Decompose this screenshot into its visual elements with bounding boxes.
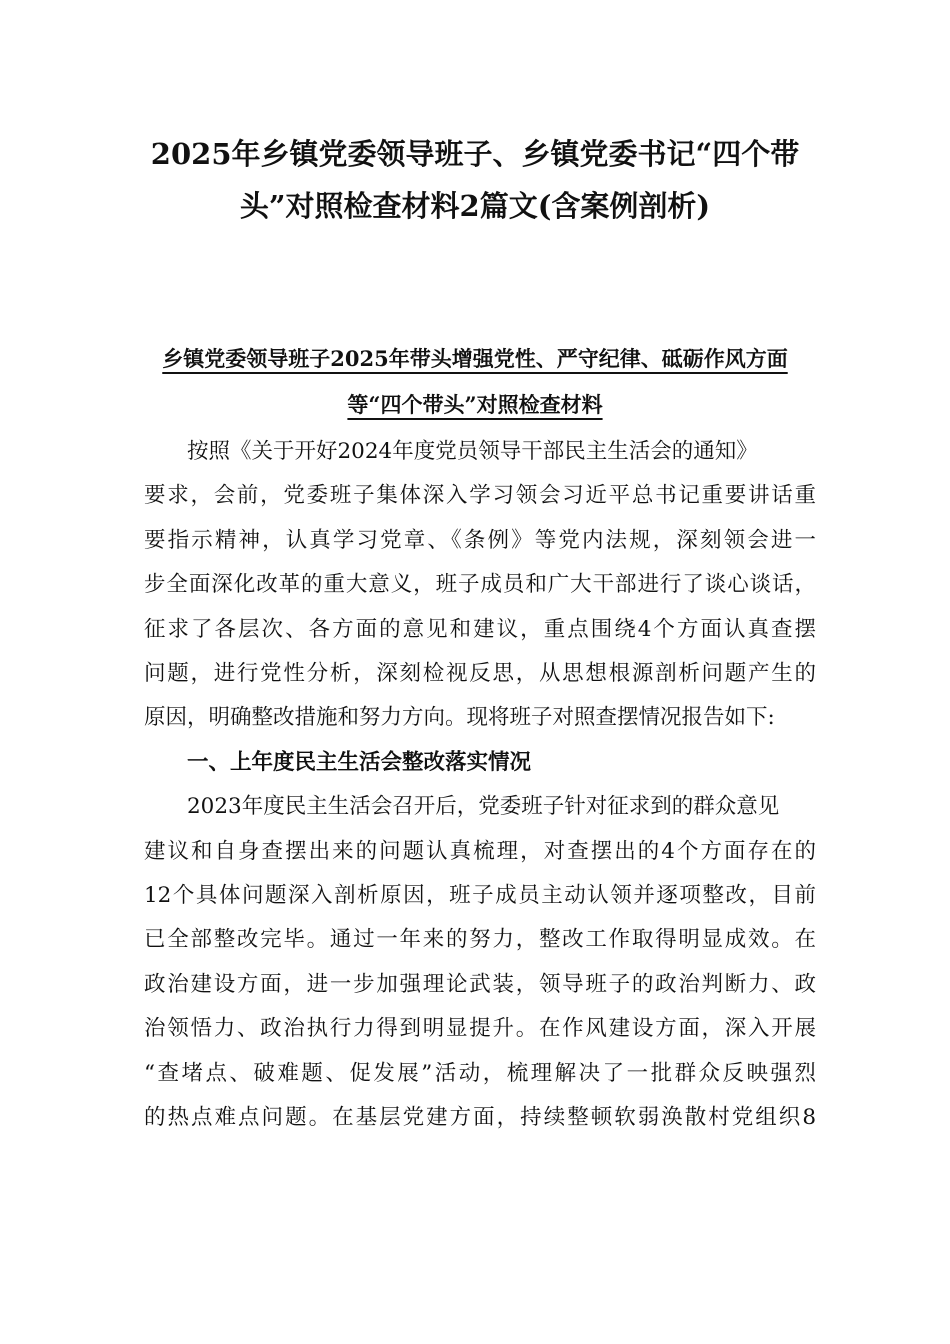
paragraph-line: 的热点难点问题。在基层党建方面，持续整顿软弱涣散村党组织8	[144, 1105, 816, 1131]
section-title-line-1: 乡镇党委领导班子2025年带头增强党性、严守纪律、砥砺作风方面	[162, 346, 788, 371]
document-title	[120, 128, 830, 232]
paragraph-line: 政治建设方面，进一步加强理论武装，领导班子的政治判断力、政	[144, 971, 816, 997]
paragraph-line: 已全部整改完毕。通过一年来的努力，整改工作取得明显成效。在	[144, 927, 816, 953]
paragraph-line: 问题，进行党性分析，深刻检视反思，从思想根源剖析问题产生的	[144, 661, 816, 687]
section-title-line-2: 等“四个带头”对照检查材料	[347, 392, 603, 417]
section-title	[100, 336, 850, 428]
document-title-line-1: 2025年乡镇党委领导班子、乡镇党委书记“四个带	[150, 137, 800, 171]
paragraph-line: 原因，明确整改措施和努力方向。现将班子对照查摆情况报告如下:	[144, 705, 775, 731]
paragraph-line: 要指示精神，认真学习党章、《条例》等党内法规，深刻领会进一	[144, 527, 816, 553]
paragraph-line: “查堵点、破难题、促发展”活动，梳理解决了一批群众反映强烈	[144, 1060, 816, 1086]
document-title-line-2: 头”对照检查材料2篇文(含案例剖析)	[239, 189, 711, 223]
paragraph-line: 步全面深化改革的重大意义，班子成员和广大干部进行了谈心谈话，	[144, 572, 816, 598]
body-text	[144, 430, 816, 1141]
paragraph-line: 治领悟力、政治执行力得到明显提升。在作风建设方面，深入开展	[144, 1016, 816, 1042]
paragraph-line: 按照《关于开好2024年度党员领导干部民主生活会的通知》	[187, 439, 758, 464]
paragraph-line: 要求，会前，党委班子集体深入学习领会习近平总书记重要讲话重	[144, 483, 816, 509]
section-heading: 一、上年度民主生活会整改落实情况	[187, 749, 532, 775]
paragraph-line: 12个具体问题深入剖析原因，班子成员主动认领并逐项整改，目前	[144, 883, 816, 909]
paragraph-line: 2023年度民主生活会召开后，党委班子针对征求到的群众意见	[187, 794, 780, 820]
paragraph-line: 建议和自身查摆出来的问题认真梳理，对查摆出的4个方面存在的	[144, 838, 816, 864]
paragraph-line: 征求了各层次、各方面的意见和建议，重点围绕4个方面认真查摆	[144, 616, 816, 642]
